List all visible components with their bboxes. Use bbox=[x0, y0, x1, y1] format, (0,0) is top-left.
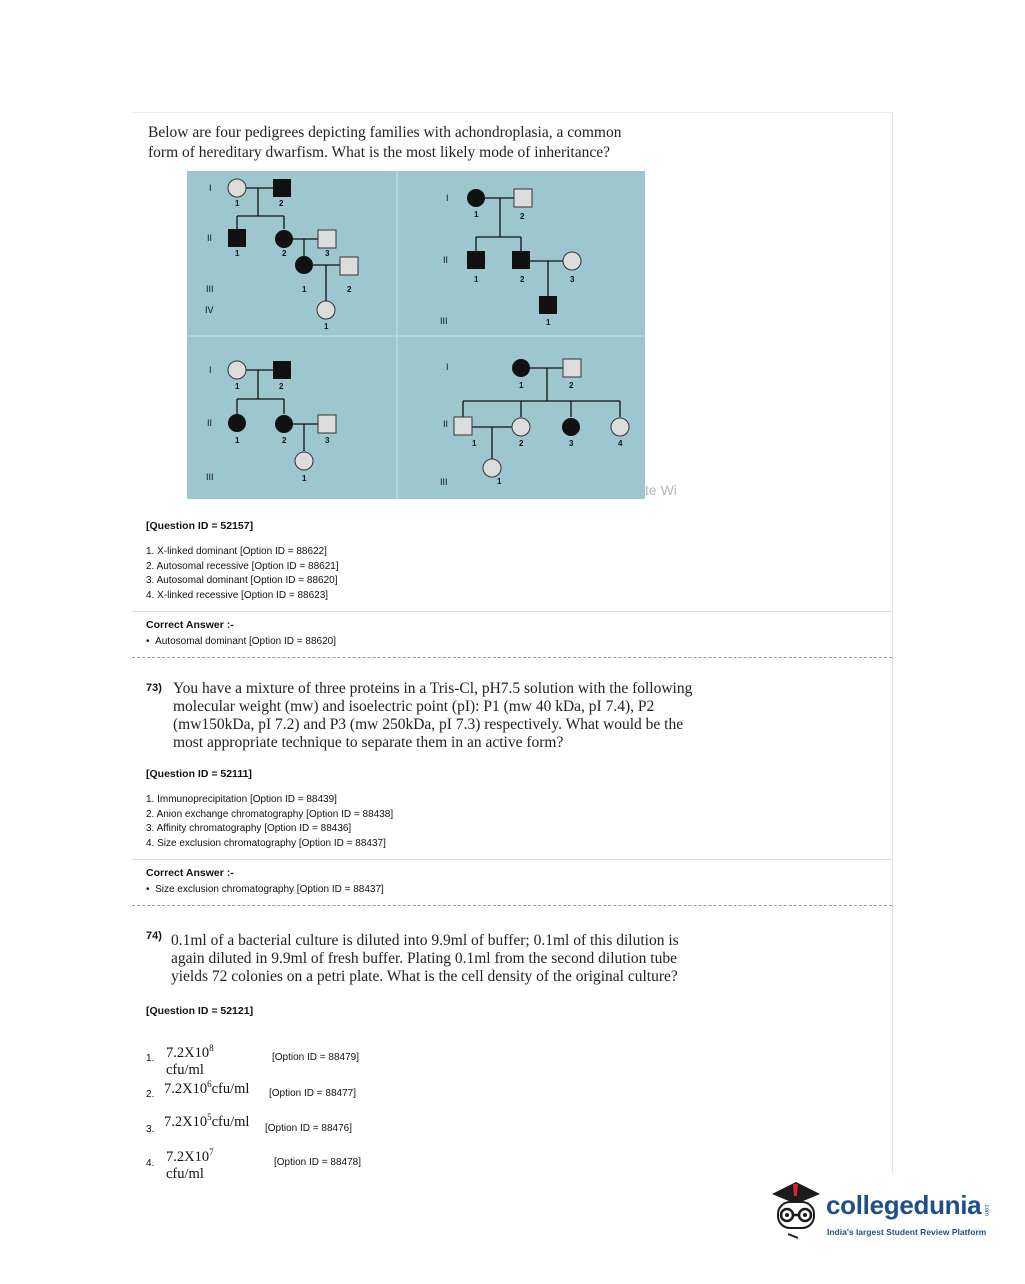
q72-question-id: [Question ID = 52157] bbox=[146, 520, 254, 532]
watermark-text: te Wi bbox=[645, 482, 677, 498]
q74-line: yields 72 colonies on a petri plate. What is the cell density of the original culture? bbox=[171, 968, 678, 985]
q73-options bbox=[146, 793, 393, 851]
ind-number: 3 bbox=[569, 439, 574, 448]
gen-label: II bbox=[207, 418, 213, 428]
ind-number: 1 bbox=[235, 249, 240, 258]
brand-name: collegedunia bbox=[826, 1190, 982, 1220]
option-number: 3. bbox=[146, 1124, 155, 1135]
option-number: 1. bbox=[146, 1053, 155, 1064]
ind-number: 1 bbox=[324, 322, 329, 331]
option-id: [Option ID = 88477] bbox=[269, 1088, 357, 1099]
ind-number: 2 bbox=[519, 439, 524, 448]
divider bbox=[132, 859, 892, 860]
ind-number: 1 bbox=[235, 436, 240, 445]
ind-number: 1 bbox=[474, 210, 479, 219]
q73-correct-title: Correct Answer :- bbox=[146, 867, 234, 879]
gen-label: I bbox=[209, 183, 212, 193]
option-item: 4. Size exclusion chromatography [Option ID = 88437] bbox=[146, 837, 386, 849]
option-item: 1. X-linked dominant [Option ID = 88622] bbox=[146, 546, 327, 557]
q72-text-line1: Below are four pedigrees depicting families with achondroplasia, a common bbox=[148, 124, 622, 141]
gen-label: I bbox=[446, 193, 449, 203]
ind-number: 1 bbox=[497, 477, 502, 486]
ind-number: 1 bbox=[519, 381, 524, 390]
option-item: 4. X-linked recessive [Option ID = 88623] bbox=[146, 589, 329, 601]
gen-label: II bbox=[207, 233, 213, 243]
gen-label: II bbox=[443, 419, 449, 429]
option-item: 1. Immunoprecipitation [Option ID = 88439] bbox=[146, 794, 337, 805]
ind-number: 1 bbox=[302, 285, 307, 294]
option-item: 2. Autosomal recessive [Option ID = 88621] bbox=[146, 560, 339, 572]
q73-line: (mw150kDa, pI 7.2) and P3 (mw 250kDa, pI 7.3) respectively. What would be the bbox=[173, 716, 684, 733]
ind-number: 1 bbox=[472, 439, 477, 448]
q72-correct-answer: • Autosomal dominant [Option ID = 88620] bbox=[146, 636, 337, 647]
pedigree-diagram bbox=[187, 171, 645, 499]
gen-label: II bbox=[443, 255, 449, 265]
ind-number: 2 bbox=[279, 199, 284, 208]
option-number: 4. bbox=[146, 1158, 155, 1169]
ind-number: 2 bbox=[520, 275, 525, 284]
ind-number: 4 bbox=[618, 439, 623, 448]
option-id: [Option ID = 88476] bbox=[265, 1123, 353, 1134]
ind-number: 3 bbox=[325, 249, 330, 258]
option-id: [Option ID = 88479] bbox=[272, 1052, 360, 1063]
collegedunia-logo-icon bbox=[768, 1178, 828, 1248]
ind-number: 1 bbox=[235, 199, 240, 208]
q73-question-id: [Question ID = 52111] bbox=[146, 768, 252, 780]
q73-number: 73) bbox=[146, 682, 162, 694]
correct-answer-text: Size exclusion chromatography [Option ID = 88437] bbox=[155, 884, 384, 895]
ind-number: 1 bbox=[302, 474, 307, 483]
ind-number: 2 bbox=[520, 212, 525, 221]
gen-label: III bbox=[206, 472, 214, 482]
option-id: [Option ID = 88478] bbox=[274, 1157, 362, 1168]
option-value: $7.2X10^8$ cfu/ml bbox=[166, 1043, 214, 1078]
q74-line: 0.1ml of a bacterial culture is diluted into 9.9ml of buffer; 0.1ml of this dilution is bbox=[171, 932, 679, 949]
option-item: 3. Affinity chromatography [Option ID = 88436] bbox=[146, 823, 352, 835]
option-number: 2. bbox=[146, 1089, 155, 1100]
ind-number: 2 bbox=[347, 285, 352, 294]
correct-answer-text: Autosomal dominant [Option ID = 88620] bbox=[155, 636, 337, 647]
q74-question-id: [Question ID = 52121] bbox=[146, 1005, 254, 1017]
option-value: $7.2X10^6cfu/ml$ bbox=[164, 1079, 250, 1097]
question-separator bbox=[132, 905, 892, 906]
gen-label: I bbox=[446, 362, 449, 372]
q72-correct-title: Correct Answer :- bbox=[146, 619, 234, 631]
brand-tagline: India's largest Student Review Platform bbox=[827, 1227, 987, 1237]
gen-label: IV bbox=[205, 305, 214, 315]
brand-suffix: .com bbox=[983, 1203, 989, 1217]
ind-number: 3 bbox=[570, 275, 575, 284]
ind-number: 2 bbox=[282, 436, 287, 445]
gen-label: I bbox=[209, 365, 212, 375]
ind-number: 1 bbox=[474, 275, 479, 284]
option-value: $7.2X10^7$ cfu/ml bbox=[166, 1147, 214, 1182]
option-value: $7.2X10^5cfu/ml$ bbox=[164, 1112, 250, 1130]
ind-number: 2 bbox=[279, 382, 284, 391]
q74-number: 74) bbox=[146, 930, 162, 942]
question-separator bbox=[132, 657, 892, 658]
q73-correct-answer: • Size exclusion chromatography [Option ID = 88437] bbox=[146, 884, 384, 895]
option-item: 2. Anion exchange chromatography [Option ID = 88438] bbox=[146, 808, 394, 820]
q72-text-line2: form of hereditary dwarfism. What is the most likely mode of inheritance? bbox=[148, 144, 610, 161]
q73-line: molecular weight (mw) and isoelectric point (pI): P1 (mw 40 kDa, pI 7.4), P2 bbox=[173, 698, 655, 715]
pedigree-figure bbox=[187, 171, 645, 499]
gen-label: III bbox=[206, 284, 214, 294]
divider bbox=[132, 611, 892, 612]
ind-number: 2 bbox=[569, 381, 574, 390]
q73-line: most appropriate technique to separate them in an active form? bbox=[173, 734, 564, 751]
q73-line: You have a mixture of three proteins in a Tris-Cl, pH7.5 solution with the following bbox=[173, 680, 693, 697]
ind-number: 1 bbox=[235, 382, 240, 391]
gen-label: III bbox=[440, 316, 448, 326]
q72-options bbox=[146, 545, 339, 603]
option-item: 3. Autosomal dominant [Option ID = 88620] bbox=[146, 575, 338, 587]
ind-number: 1 bbox=[546, 318, 551, 327]
ind-number: 3 bbox=[325, 436, 330, 445]
ind-number: 2 bbox=[282, 249, 287, 258]
gen-label: III bbox=[440, 477, 448, 487]
q74-line: again diluted in 9.9ml of fresh buffer. Plating 0.1ml from the second dilution tube bbox=[171, 950, 677, 967]
